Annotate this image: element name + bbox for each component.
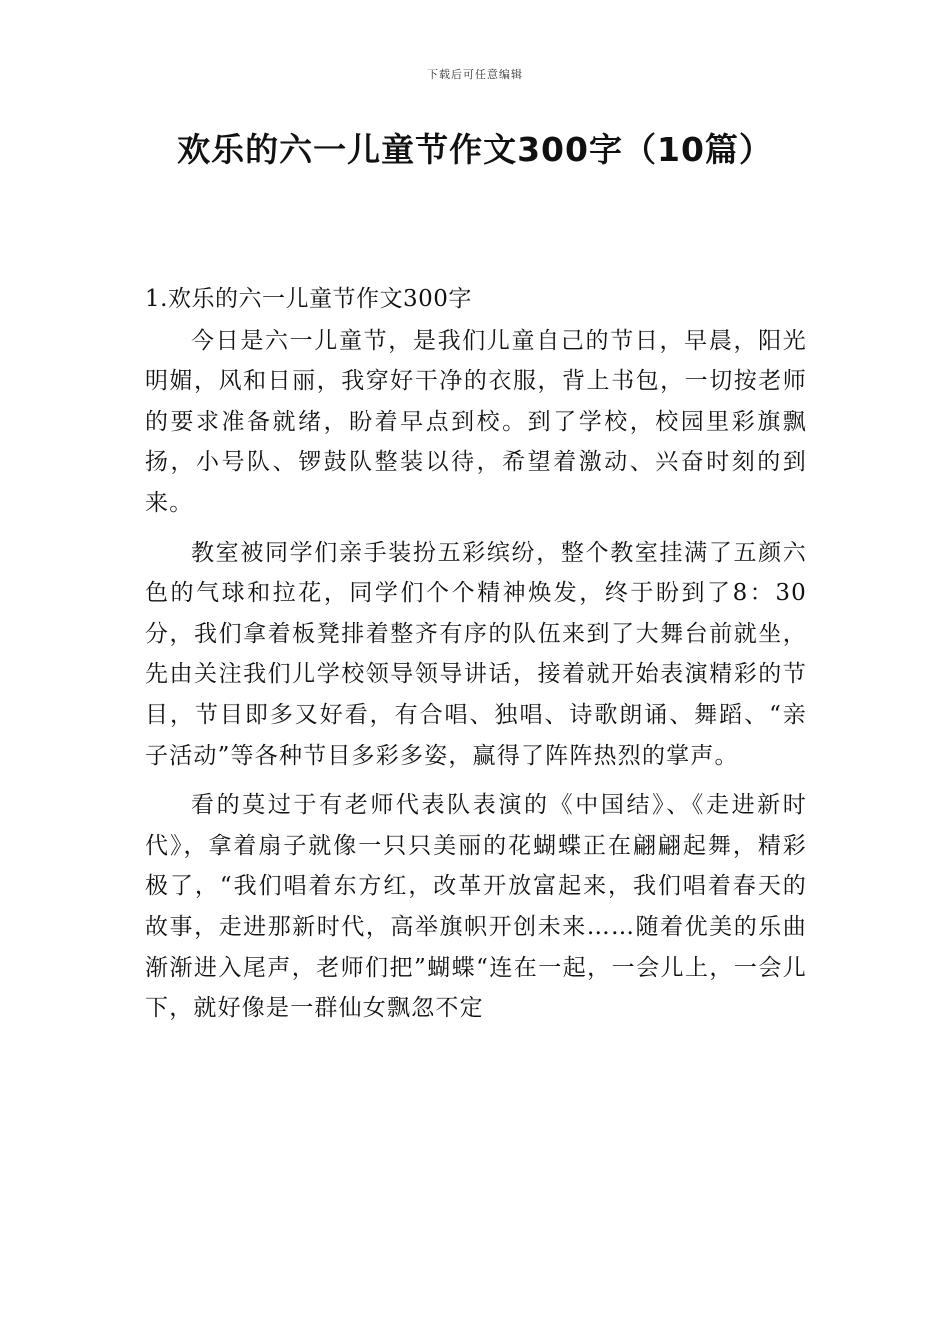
paragraph: 今日是六一儿童节，是我们儿童自己的节日，早晨，阳光明媚，风和日丽，我穿好干净的衣服，背上书包，一切按老师的要求准备就绪，盼着早点到校。到了学校，校园里彩旗飘扬，小号队、锣鼓队整装以待，希望着激动、兴奋时刻的到来。 xyxy=(145,327,807,516)
document-body xyxy=(145,279,807,1038)
section-heading: 1.欢乐的六一儿童节作文300字 xyxy=(145,286,472,312)
document-title: 欢乐的六一儿童节作文300字（10篇） xyxy=(177,130,773,169)
header-note: 下载后可任意编辑 xyxy=(427,68,523,81)
paragraph: 看的莫过于有老师代表队表演的《中国结》、《走进新时代》，拿着扇子就像一只只美丽的花蝴蝶正在翩翩起舞，精彩极了，“我们唱着东方红，改革开放富起来，我们唱着春天的故事，走进那新时代，高举旗帜开创未来……随着优美的乐曲渐渐进入尾声，老师们把”蝴蝶“连在一起，一会儿上，一会儿下，就好像是一群仙女飘忽不定 xyxy=(145,792,807,1022)
paragraph: 教室被同学们亲手装扮五彩缤纷，整个教室挂满了五颜六色的气球和拉花，同学们个个精神焕发，终于盼到了8：30分，我们拿着板凳排着整齐有序的队伍来到了大舞台前就坐，先由关注我们儿学校领导领导讲话，接着就开始表演精彩的节目，节目即多又好看，有合唱、独唱、诗歌朗诵、舞蹈、“亲子活动”等各种节目多彩多姿，赢得了阵阵热烈的掌声。 xyxy=(145,539,807,769)
